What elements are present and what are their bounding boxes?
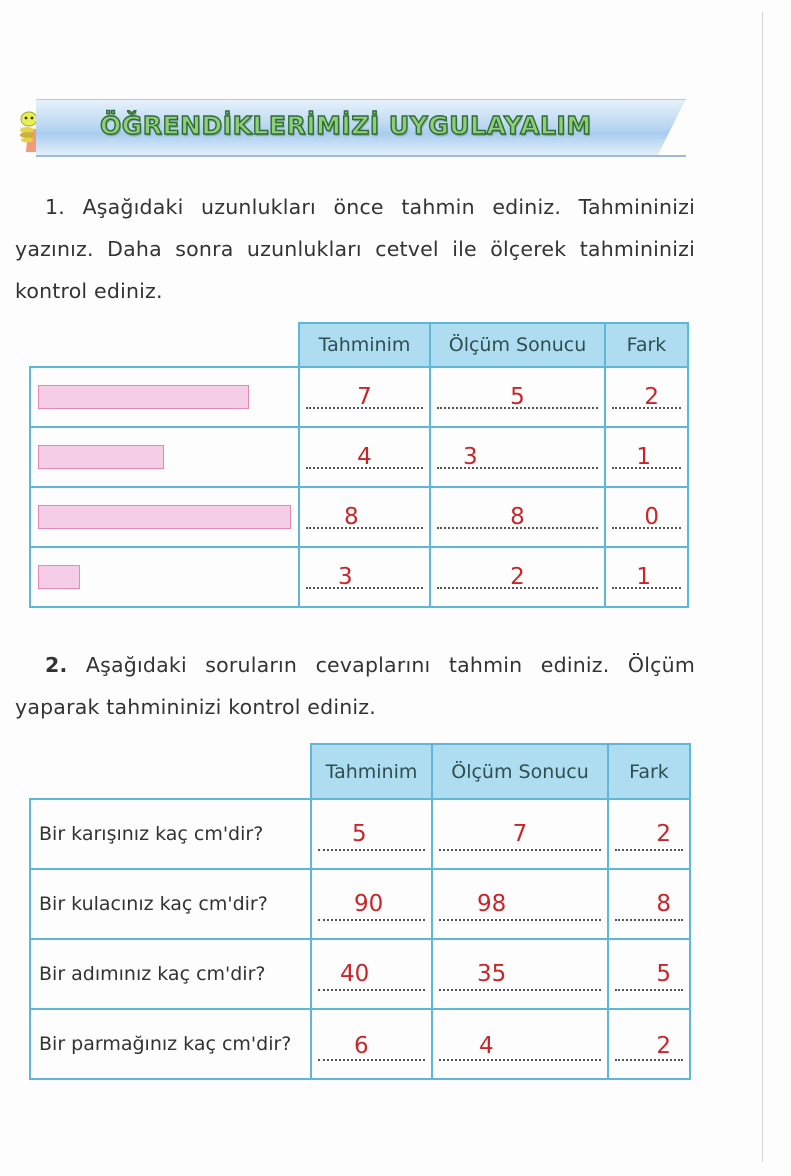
header-blank [30, 323, 299, 367]
answer-value: 1 [636, 444, 651, 470]
section-banner [36, 99, 686, 157]
olcum-cell[interactable] [432, 1009, 608, 1079]
answer-value: 98 [477, 891, 507, 917]
banner-title: ÖĞRENDİKLERİMİZİ UYGULAYALIM [100, 111, 592, 140]
tahminim-cell[interactable] [311, 1009, 432, 1079]
fark-cell[interactable] [608, 939, 690, 1009]
tahminim-cell[interactable] [299, 547, 430, 607]
answer-value: 5 [510, 384, 525, 410]
table-row [30, 547, 688, 607]
table-row [30, 367, 688, 427]
table-header-row [30, 323, 688, 367]
tahminim-cell[interactable] [299, 427, 430, 487]
bar-cell [30, 547, 299, 607]
tahminim-cell[interactable] [299, 367, 430, 427]
length-bar [38, 565, 80, 589]
exercise-2-number: 2. [45, 653, 68, 677]
length-bar [38, 445, 164, 469]
answer-value: 7 [512, 821, 528, 847]
header-fark: Fark [608, 744, 690, 799]
length-bar [38, 385, 249, 409]
answer-value: 2 [656, 1033, 671, 1059]
answer-value: 6 [354, 1033, 369, 1059]
tahminim-cell[interactable] [311, 939, 432, 1009]
fark-cell[interactable] [605, 367, 688, 427]
olcum-cell[interactable] [430, 547, 605, 607]
exercise-1-instructions [15, 186, 695, 312]
fark-cell[interactable] [605, 487, 688, 547]
answer-value: 2 [644, 384, 659, 410]
bar-cell [30, 487, 299, 547]
answer-value: 2 [656, 821, 671, 847]
answer-value: 35 [477, 961, 507, 987]
table-row [30, 799, 690, 869]
question-cell: Bir karışınız kaç cm'dir? [30, 799, 311, 869]
table-row [30, 487, 688, 547]
question-cell: Bir parmağınız kaç cm'dir? [30, 1009, 311, 1079]
fark-cell[interactable] [608, 799, 690, 869]
answer-value: 4 [479, 1033, 494, 1059]
bar-cell [30, 367, 299, 427]
tahminim-cell[interactable] [299, 487, 430, 547]
olcum-cell[interactable] [430, 367, 605, 427]
olcum-cell[interactable] [430, 427, 605, 487]
page-edge-line [762, 12, 763, 1162]
answer-value: 90 [354, 891, 384, 917]
answer-value: 8 [344, 504, 359, 530]
olcum-cell[interactable] [432, 799, 608, 869]
header-olcum-sonucu: Ölçüm Sonucu [430, 323, 605, 367]
answer-value: 0 [644, 504, 659, 530]
header-tahminim: Tahminim [299, 323, 430, 367]
fark-cell[interactable] [605, 427, 688, 487]
length-bar [38, 505, 291, 529]
answer-value: 5 [352, 821, 367, 847]
olcum-cell[interactable] [432, 869, 608, 939]
header-blank [30, 744, 311, 799]
answer-value: 1 [636, 564, 651, 590]
fark-cell[interactable] [608, 869, 690, 939]
exercise-1-number: 1. [45, 195, 65, 219]
question-cell: Bir adımınız kaç cm'dir? [30, 939, 311, 1009]
olcum-cell[interactable] [432, 939, 608, 1009]
bar-cell [30, 427, 299, 487]
answer-value: 8 [510, 504, 525, 530]
exercise-1-table [29, 322, 689, 608]
table-row [30, 427, 688, 487]
table-row [30, 939, 690, 1009]
exercise-2-table [29, 743, 691, 1080]
table-row [30, 1009, 690, 1079]
answer-value: 2 [510, 564, 525, 590]
answer-value: 40 [340, 961, 370, 987]
table-row [30, 869, 690, 939]
tahminim-cell[interactable] [311, 799, 432, 869]
header-tahminim: Tahminim [311, 744, 432, 799]
exercise-2-instructions [15, 644, 695, 728]
answer-value: 3 [463, 444, 478, 470]
header-fark: Fark [605, 323, 688, 367]
fark-cell[interactable] [605, 547, 688, 607]
olcum-cell[interactable] [430, 487, 605, 547]
header-olcum-sonucu: Ölçüm Sonucu [432, 744, 608, 799]
question-cell: Bir kulacınız kaç cm'dir? [30, 869, 311, 939]
answer-value: 5 [656, 961, 671, 987]
answer-value: 4 [357, 444, 372, 470]
tahminim-cell[interactable] [311, 869, 432, 939]
table-header-row [30, 744, 690, 799]
answer-value: 3 [338, 564, 353, 590]
fark-cell[interactable] [608, 1009, 690, 1079]
exercise-1-text: Aşağıdaki uzunlukları önce tahmin ediniz. Tahmininizi yazınız. Daha sonra uzunlukları cetvel ile ölçerek tahmininizi kontrol ediniz. [15, 195, 695, 303]
answer-value: 7 [357, 384, 372, 410]
answer-value: 8 [656, 891, 671, 917]
exercise-2-text: Aşağıdaki soruların cevaplarını tahmin ediniz. Ölçüm yaparak tahmininizi kontrol ediniz. [15, 653, 695, 719]
